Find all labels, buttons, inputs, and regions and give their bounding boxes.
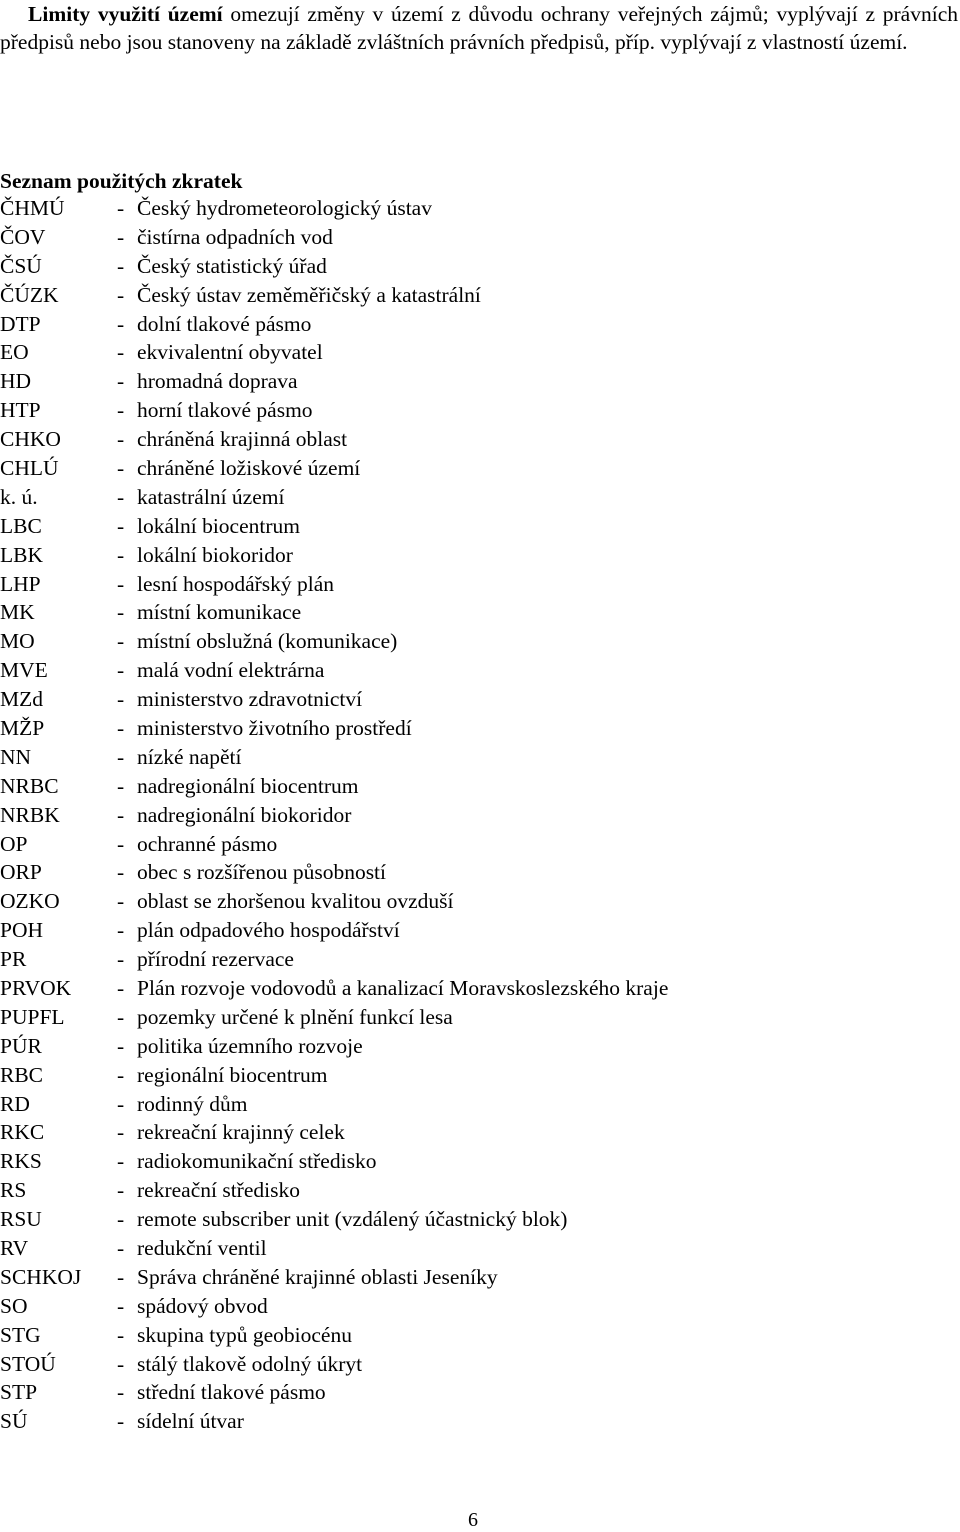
abbreviation-row [0,887,960,916]
abbreviation-meaning: skupina typů geobiocénu [137,1322,352,1347]
abbreviation-row [0,743,960,772]
abbreviation-row [0,1176,960,1205]
abbreviation-code: DTP [0,311,41,336]
abbreviation-code: SCHKOJ [0,1264,82,1289]
abbreviation-code: MVE [0,658,48,683]
abbreviation-dash: - [117,918,125,943]
abbreviation-dash: - [117,369,125,394]
abbreviation-code: CHKO [0,427,61,452]
abbreviation-row [0,1032,960,1061]
abbreviation-code: MK [0,600,35,625]
abbreviation-list [0,194,960,1436]
abbreviation-meaning: místní obslužná (komunikace) [137,629,398,654]
abbreviation-row [0,454,960,483]
abbreviation-row [0,281,960,310]
abbreviation-dash: - [117,282,125,307]
abbreviation-code: NRBC [0,773,59,798]
abbreviation-meaning: místní komunikace [137,600,302,625]
abbreviation-row [0,252,960,281]
abbreviation-meaning: nízké napětí [137,744,242,769]
abbreviation-meaning: katastrální území [137,484,285,509]
abbreviation-code: ČSÚ [0,253,42,278]
abbreviation-meaning: horní tlakové pásmo [137,398,313,423]
abbreviation-dash: - [117,224,125,249]
abbreviation-dash: - [117,860,125,885]
abbreviation-row [0,338,960,367]
abbreviation-meaning: Správa chráněné krajinné oblasti Jeseníky [137,1264,498,1289]
abbreviation-row [0,223,960,252]
abbreviation-meaning: dolní tlakové pásmo [137,311,312,336]
abbreviation-code: POH [0,918,44,943]
abbreviation-meaning: rekreační krajinný celek [137,1120,345,1145]
abbreviation-code: k. ú. [0,484,38,509]
abbreviation-meaning: stálý tlakově odolný úkryt [137,1351,363,1376]
abbreviation-dash: - [117,889,125,914]
abbreviation-code: ČHMÚ [0,195,65,220]
abbreviation-row [0,1263,960,1292]
abbreviation-meaning: Český ústav zeměměřičský a katastrální [137,282,481,307]
abbreviation-row [0,483,960,512]
abbreviation-row [0,1061,960,1090]
abbreviation-meaning: ekvivalentní obyvatel [137,340,323,365]
abbreviation-meaning: sídelní útvar [137,1409,244,1434]
abbreviation-code: RD [0,1091,30,1116]
abbreviation-dash: - [117,542,125,567]
abbreviation-code: RV [0,1236,29,1260]
abbreviation-meaning: lokální biokoridor [137,542,293,567]
abbreviation-meaning: spádový obvod [137,1293,268,1318]
abbreviation-dash: - [117,1236,125,1260]
abbreviation-code: RKS [0,1149,42,1174]
abbreviation-row [0,656,960,685]
abbreviation-code: ORP [0,860,42,885]
abbreviation-meaning: Plán rozvoje vodovodů a kanalizací Moravskoslezského kraje [137,975,669,1000]
abbreviation-code: HD [0,369,32,394]
abbreviation-dash: - [117,340,125,365]
abbreviation-code: STP [0,1380,38,1405]
abbreviation-meaning: ochranné pásmo [137,831,278,856]
abbreviation-dash: - [117,1149,125,1174]
abbreviation-row [0,1147,960,1176]
abbreviation-code: ČÚZK [0,282,59,307]
abbreviation-dash: - [117,600,125,625]
abbreviation-dash: - [117,658,125,683]
abbreviation-code: PÚR [0,1033,42,1058]
abbreviation-dash: - [117,427,125,452]
abbreviation-row [0,367,960,396]
abbreviation-dash: - [117,1380,125,1405]
abbreviation-code: OP [0,831,28,856]
abbreviation-code: LBK [0,542,43,567]
abbreviation-meaning: chráněné ložiskové území [137,455,361,480]
abbreviation-code: SÚ [0,1409,28,1434]
abbreviation-row [0,685,960,714]
abbreviation-row [0,598,960,627]
abbreviation-dash: - [117,1120,125,1145]
abbreviation-meaning: nadregionální biokoridor [137,802,352,827]
abbreviation-meaning: obec s rozšířenou působností [137,860,387,885]
abbreviation-meaning: ministerstvo zdravotnictví [137,687,363,712]
abbreviation-row [0,830,960,859]
abbreviation-row [0,945,960,974]
abbreviation-dash: - [117,687,125,712]
abbreviation-dash: - [117,398,125,423]
abbreviation-row [0,974,960,1003]
abbreviation-code: ČOV [0,224,46,249]
intro-paragraph [0,0,958,56]
abbreviation-dash: - [117,513,125,538]
abbreviation-code: RSU [0,1207,42,1232]
abbreviation-dash: - [117,715,125,740]
abbreviation-meaning: remote subscriber unit (vzdálený účastnický blok) [137,1207,568,1232]
abbreviation-dash: - [117,1409,125,1434]
abbreviation-meaning: hromadná doprava [137,369,298,394]
abbreviation-code: STOÚ [0,1351,56,1376]
abbreviation-dash: - [117,1293,125,1318]
abbreviation-code: LBC [0,513,42,538]
abbreviations-heading: Seznam použitých zkratek [0,169,243,193]
abbreviation-meaning: Český hydrometeorologický ústav [137,195,432,220]
abbreviation-meaning: nadregionální biocentrum [137,773,359,798]
abbreviation-dash: - [117,975,125,1000]
abbreviation-row [0,1292,960,1321]
abbreviation-row [0,858,960,887]
abbreviation-meaning: pozemky určené k plnění funkcí lesa [137,1004,453,1029]
abbreviation-dash: - [117,571,125,596]
abbreviation-row [0,714,960,743]
abbreviation-row [0,916,960,945]
abbreviation-code: PRVOK [0,975,72,1000]
abbreviation-dash: - [117,831,125,856]
abbreviation-row [0,801,960,830]
abbreviation-dash: - [117,947,125,972]
abbreviation-row [0,1379,960,1408]
abbreviation-dash: - [117,484,125,509]
abbreviation-code: MZd [0,687,43,712]
abbreviation-row [0,627,960,656]
abbreviation-row [0,512,960,541]
abbreviation-dash: - [117,1322,125,1347]
abbreviation-row [0,1321,960,1350]
abbreviation-row [0,1407,960,1436]
abbreviation-row [0,1205,960,1234]
abbreviation-meaning: politika územního rozvoje [137,1033,363,1058]
abbreviation-meaning: střední tlakové pásmo [137,1380,326,1405]
abbreviation-meaning: rodinný dům [137,1091,248,1116]
abbreviation-meaning: oblast se zhoršenou kvalitou ovzduší [137,889,454,914]
abbreviation-dash: - [117,773,125,798]
abbreviation-row [0,310,960,339]
abbreviation-code: RBC [0,1062,44,1087]
abbreviation-row [0,396,960,425]
abbreviation-meaning: malá vodní elektrárna [137,658,325,683]
abbreviation-row [0,1350,960,1379]
abbreviation-dash: - [117,311,125,336]
abbreviation-code: RKC [0,1120,45,1145]
abbreviation-meaning: radiokomunikační středisko [137,1149,377,1174]
abbreviation-dash: - [117,1264,125,1289]
abbreviation-code: MŽP [0,715,45,740]
abbreviation-dash: - [117,1351,125,1376]
abbreviation-meaning: redukční ventil [137,1236,267,1260]
abbreviation-meaning: přírodní rezervace [137,947,294,972]
abbreviation-code: STG [0,1322,41,1347]
abbreviation-code: RS [0,1178,27,1203]
abbreviation-row [0,541,960,570]
intro-text: omezují změny v území z důvodu ochrany veřejných zájmů; vyplývají z právních předpisů nebo jsou stanoveny na základě zvláštních právních předpisů, příp. vyplývají z vlastností území. [0,2,958,54]
abbreviation-meaning: regionální biocentrum [137,1062,328,1087]
abbreviation-dash: - [117,253,125,278]
abbreviation-dash: - [117,629,125,654]
abbreviation-meaning: ministerstvo životního prostředí [137,715,412,740]
abbreviation-dash: - [117,1004,125,1029]
abbreviation-row [0,772,960,801]
abbreviation-dash: - [117,1178,125,1203]
abbreviation-meaning: lokální biocentrum [137,513,301,538]
abbreviation-dash: - [117,1062,125,1087]
abbreviation-row [0,570,960,599]
abbreviation-row [0,1119,960,1148]
abbreviation-dash: - [117,455,125,480]
abbreviation-meaning: čistírna odpadních vod [137,224,333,249]
abbreviation-row [0,1234,960,1263]
abbreviation-code: NRBK [0,802,60,827]
abbreviation-code: HTP [0,398,41,423]
abbreviation-code: PUPFL [0,1004,65,1029]
abbreviation-meaning: rekreační středisko [137,1178,300,1203]
abbreviation-meaning: lesní hospodářský plán [137,571,335,596]
abbreviation-dash: - [117,1091,125,1116]
abbreviation-meaning: chráněná krajinná oblast [137,427,348,452]
abbreviation-code: EO [0,340,29,365]
abbreviation-row [0,425,960,454]
abbreviation-row [0,194,960,223]
abbreviation-meaning: plán odpadového hospodářství [137,918,400,943]
abbreviation-row [0,1003,960,1032]
abbreviation-code: SO [0,1293,28,1318]
abbreviation-code: LHP [0,571,41,596]
abbreviation-dash: - [117,744,125,769]
abbreviation-dash: - [117,802,125,827]
abbreviation-code: PR [0,947,27,972]
page-number: 6 [468,1509,478,1531]
abbreviation-row [0,1090,960,1119]
abbreviation-dash: - [117,195,125,220]
abbreviation-code: CHLÚ [0,455,59,480]
abbreviation-dash: - [117,1033,125,1058]
abbreviation-code: OZKO [0,889,60,914]
abbreviation-dash: - [117,1207,125,1232]
abbreviation-code: NN [0,744,32,769]
abbreviation-code: MO [0,629,35,654]
intro-lead: Limity využití území [28,2,223,26]
abbreviation-meaning: Český statistický úřad [137,253,327,278]
